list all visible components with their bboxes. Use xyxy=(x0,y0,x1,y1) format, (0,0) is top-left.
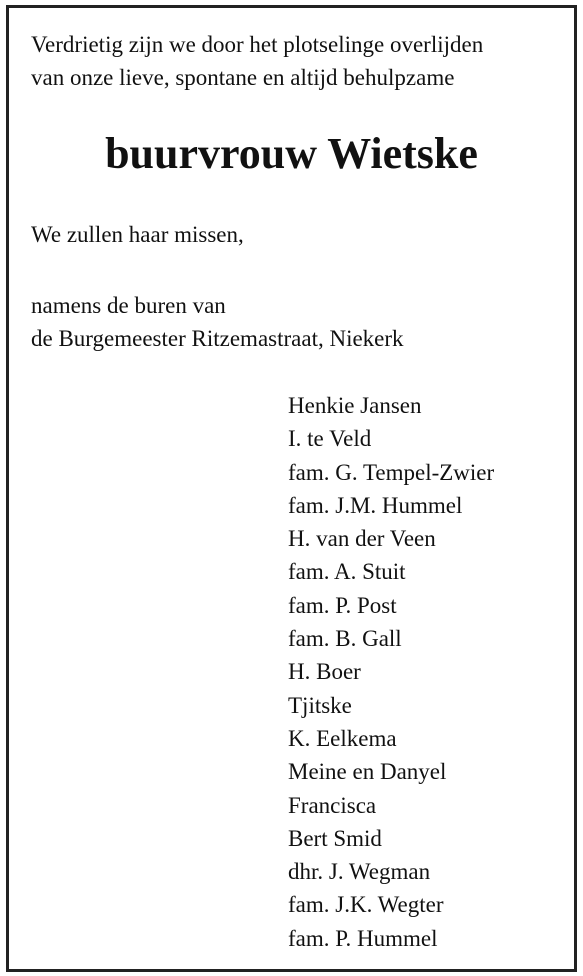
intro-line-1: Verdrietig zijn we door het plotselinge overlijden xyxy=(31,32,484,57)
signer: fam. P. Hummel xyxy=(288,925,438,951)
intro-text xyxy=(31,28,561,94)
signer: Bert Smid xyxy=(288,825,382,851)
signer: Meine en Danyel xyxy=(288,759,447,785)
signer: dhr. J. Wegman xyxy=(288,859,431,885)
signer: fam. J.M. Hummel xyxy=(288,492,463,518)
signer: Francisca xyxy=(288,792,377,818)
signer-list xyxy=(288,389,494,955)
signer: H. Boer xyxy=(288,659,361,685)
signer: fam. P. Post xyxy=(288,592,397,618)
signer: fam. A. Stuit xyxy=(288,559,406,585)
behalf-line-2: de Burgemeester Ritzemastraat, Niekerk xyxy=(31,326,404,351)
behalf-line-1: namens de buren van xyxy=(31,293,226,318)
behalf-text xyxy=(31,289,404,355)
signer: H. van der Veen xyxy=(288,526,436,552)
notice-frame xyxy=(6,5,577,972)
signer: Tjitske xyxy=(288,692,352,718)
signer: fam. J.K. Wegter xyxy=(288,892,444,918)
signer: fam. G. Tempel-Zwier xyxy=(288,459,495,485)
signer: Henkie Jansen xyxy=(288,393,422,418)
closing-text: We zullen haar missen, xyxy=(31,222,244,247)
signer: I. te Veld xyxy=(288,426,372,452)
signer: K. Eelkema xyxy=(288,725,397,751)
deceased-name: buurvrouw Wietske xyxy=(105,129,478,178)
intro-line-2: van onze lieve, spontane en altijd behulpzame xyxy=(31,65,455,90)
signer: fam. B. Gall xyxy=(288,626,402,652)
